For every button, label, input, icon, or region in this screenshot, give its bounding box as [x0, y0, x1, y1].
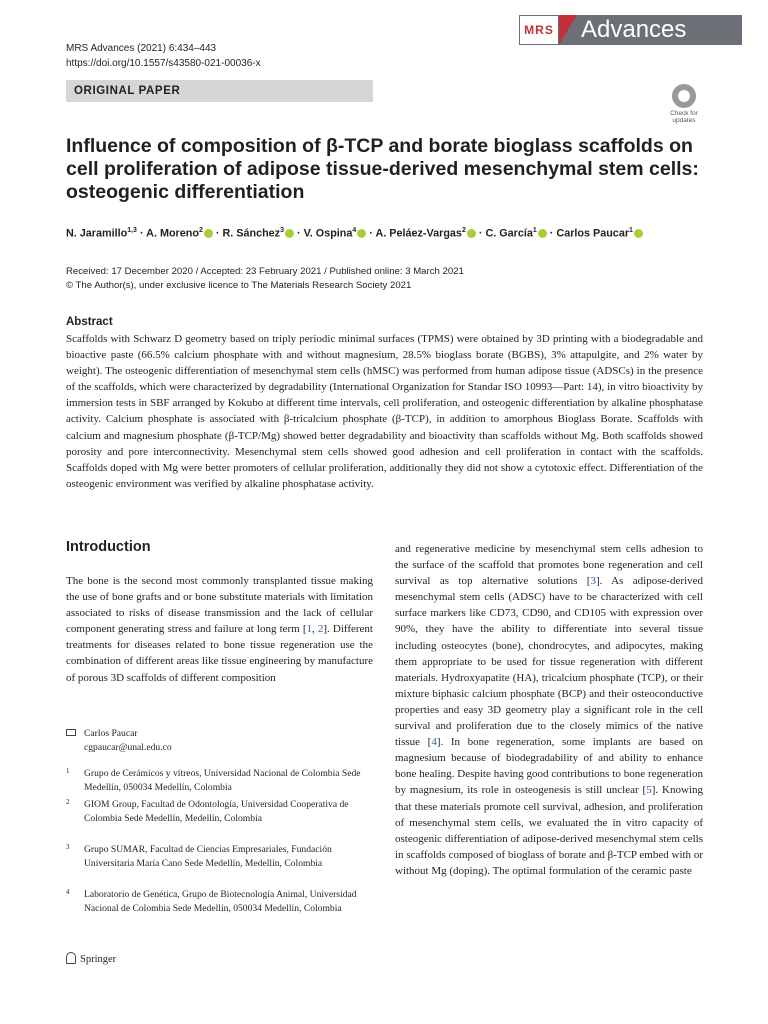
- orcid-icon[interactable]: [357, 229, 366, 238]
- author-separator: ·: [546, 227, 557, 240]
- author-affiliation: 3: [280, 227, 284, 234]
- intro-text: ]. In bone regeneration, some implants are based on magnesium because of biodegradability of and ability to enhance bone healing. Despite having good contributions to bone regeneration by magnesium, its role in osteogenesis is still unclear [: [395, 736, 703, 797]
- intro-text: ,: [312, 623, 318, 636]
- affiliation-number: 2: [66, 798, 70, 806]
- author-separator: ·: [475, 227, 486, 240]
- author-affiliation: 2: [461, 227, 466, 234]
- author-separator: ·: [136, 227, 147, 240]
- author-name[interactable]: Carlos Paucar: [556, 227, 630, 240]
- affiliation-number: 1: [66, 767, 70, 775]
- affiliation-2: [66, 798, 373, 825]
- author-affiliation: 1: [629, 227, 633, 234]
- affiliation-text: Laboratorio de Genética, Grupo de Biotecnología Animal, Universidad Nacional de Colombia Sede Medellín, 050034 Medellín, Colombia: [84, 889, 357, 914]
- article-type-badge: ORIGINAL PAPER: [66, 80, 373, 102]
- intro-text: ]. Knowing that these materials promote cell survival, adhesion, and proliferation of mesenchymal stem cells, we evaluated the in vitro capacity of osteogenic differentiation of adipose-derived mesenchymal stem cells in scaffolds composed of bioglass of borate and β-TCP embed with or without Mg (doping). The optimal formulation of the ceramic paste: [395, 784, 703, 877]
- citation-link[interactable]: 5: [646, 784, 652, 797]
- author-affiliation: 1,3: [127, 227, 137, 234]
- author-name[interactable]: R. Sánchez: [222, 227, 281, 240]
- dates-line: Received: 17 December 2020 / Accepted: 23 February 2021 / Published online: 3 March 2021: [66, 266, 464, 277]
- envelope-icon: [66, 729, 76, 736]
- check-updates-line1: Check for: [670, 110, 698, 117]
- author-name[interactable]: N. Jaramillo: [66, 227, 128, 240]
- check-updates-line2: updates: [672, 117, 696, 124]
- corresponding-author-email[interactable]: cgpaucar@unal.edu.co: [84, 742, 172, 753]
- introduction-right-column: [395, 541, 703, 879]
- citation-link[interactable]: 1: [306, 623, 312, 636]
- journal-citation: MRS Advances (2021) 6:434–443: [66, 43, 217, 54]
- affiliation-number: 4: [66, 888, 70, 896]
- introduction-heading: Introduction: [66, 539, 151, 555]
- affiliation-text: Grupo de Cerámicos y vítreos, Universidad Nacional de Colombia Sede Medellín, 050034 Medellín, Colombia: [84, 768, 361, 793]
- journal-logo: [519, 15, 742, 45]
- author-affiliation: 4: [352, 227, 357, 234]
- corresponding-author-name: Carlos Paucar: [84, 728, 138, 739]
- doi-link[interactable]: https://doi.org/10.1557/s43580-021-00036-x: [66, 58, 261, 69]
- author-name[interactable]: A. Moreno: [146, 227, 199, 240]
- publisher-footer: [66, 952, 116, 965]
- introduction-left-column: [66, 573, 373, 686]
- author-affiliation: 1: [532, 227, 537, 234]
- author-separator: ·: [212, 227, 223, 240]
- affiliation-1: [66, 767, 373, 794]
- abstract-heading: Abstract: [66, 316, 113, 328]
- affiliation-number: 3: [66, 843, 70, 851]
- publication-dates: [66, 265, 464, 292]
- citation-link[interactable]: 4: [431, 736, 437, 749]
- author-name[interactable]: C. García: [485, 227, 533, 240]
- check-updates-label: [664, 110, 704, 124]
- orcid-icon[interactable]: [204, 229, 213, 238]
- affiliation-text: Grupo SUMAR, Facultad de Ciencias Empresariales, Fundación Universitaria María Cano Sede Medellín, Medellín, Colombia: [84, 844, 332, 869]
- orcid-icon[interactable]: [634, 229, 643, 238]
- intro-text: The bone is the second most commonly transplanted tissue making the use of bone grafts and or bone substitute materials with limitation associated to risks of disease transmission and the lack of cellular component generating stress and failure at long term [: [66, 575, 373, 636]
- orcid-icon[interactable]: [467, 229, 476, 238]
- logo-advances-text: Advances: [581, 16, 687, 43]
- journal-info: [66, 41, 261, 71]
- affiliation-4: [66, 888, 373, 915]
- intro-text: ]. Different treatments for diseases related to bone tissue regeneration use the combination of different areas like tissue engineering by manufacture of porous 3D scaffolds of different composition: [66, 623, 373, 684]
- publisher-name: Springer: [80, 954, 117, 965]
- orcid-icon[interactable]: [538, 229, 547, 238]
- check-updates-icon: [672, 84, 696, 108]
- abstract-text: Scaffolds with Schwarz D geometry based on triply periodic minimal surfaces (TPMS) were obtained by 3D printing with a biodegradable and bioactive paste (66.5% calcium phosphate with and without magnesium, 28.5% bioglass borate (BGBS), 3% attapulgite, and 2% water by weight). The osteogenic differentiation of mesenchymal stem cells (hMSC) was performed from human adipose tissue (ADSCs) in the presence of the scaffolds, which were characterized by degradability (International Organization for Standar ISO 10993—Part: 14), in vitro bioactivity by immersion tests in SBF arranged by Kokubo at different time intervals, cell proliferation, and osteogenic differentiation by alkaline phosphatase activity. Calcium phosphate is associated with β-tricalcium phosphate (β-TCP), in addition to amorphous Bioglass Borate. Scaffolds with calcium and magnesium phosphate (β-TCP/Mg) showed better degradability and bioactivity than scaffolds without Mg. Both scaffolds showed porosity and pore interconnectivity. Mesenchymal stem cells showed good adhesion and cell proliferation in contact with the scaffolds. Scaffolds doped with Mg were better promoters of cellular proliferation, additionally they did not show a cytotoxic effect. Differentiation of the osteogenic environment was verified by alkaline phosphatase activity.: [66, 333, 703, 490]
- copyright-line: © The Author(s), under exclusive licence to The Materials Research Society 2021: [66, 279, 412, 291]
- intro-text: ]. As adipose-derived mesenchymal stem cells (ADSC) have to be characterized with cell surface markers like CD73, CD90, and CD105 with expression over 90%, they have the ability to differentiate into several tissue including osteocytes (bone), chondrocytes, and adipocytes, making them appropriate to be used for tissue regeneration with different materials. Hydroxyapatite (HA), tricalcium phosphate (TCP), or their mixture biphasic calcium phosphate (BCP) and their osteoconductive properties and easy 3D geometry play a significant role in the cell survival and proliferation due to the closely mimics of the native tissue [: [395, 575, 704, 749]
- author-separator: ·: [366, 227, 376, 240]
- citation-link[interactable]: 2: [317, 623, 324, 636]
- author-name[interactable]: V. Ospina: [303, 227, 353, 240]
- author-list: [66, 227, 716, 240]
- corresponding-author: [66, 727, 172, 755]
- springer-horse-icon: [66, 952, 76, 964]
- intro-text: and regenerative medicine by mesenchymal stem cells adhesion to the surface of the scaffold that promotes bone regeneration and cell survival as top alternative solutions [: [395, 543, 703, 588]
- logo-advances: [559, 15, 742, 45]
- affiliation-text: GIOM Group, Facultad de Odontología, Universidad Cooperativa de Colombia Sede Medellín, Medellín, Colombia: [84, 799, 349, 824]
- author-separator: ·: [293, 227, 304, 240]
- affiliation-3: [66, 843, 373, 870]
- logo-mrs: MRS: [519, 15, 559, 45]
- check-for-updates-button[interactable]: [664, 84, 704, 124]
- orcid-icon[interactable]: [285, 229, 294, 238]
- author-affiliation: 2: [198, 227, 203, 234]
- citation-link[interactable]: 3: [590, 575, 596, 588]
- author-name[interactable]: A. Peláez-Vargas: [375, 227, 462, 240]
- article-title: Influence of composition of β-TCP and borate bioglass scaffolds on cell proliferation of adipose tissue-derived mesenchymal stem cells: osteogenic differentiation: [66, 135, 699, 203]
